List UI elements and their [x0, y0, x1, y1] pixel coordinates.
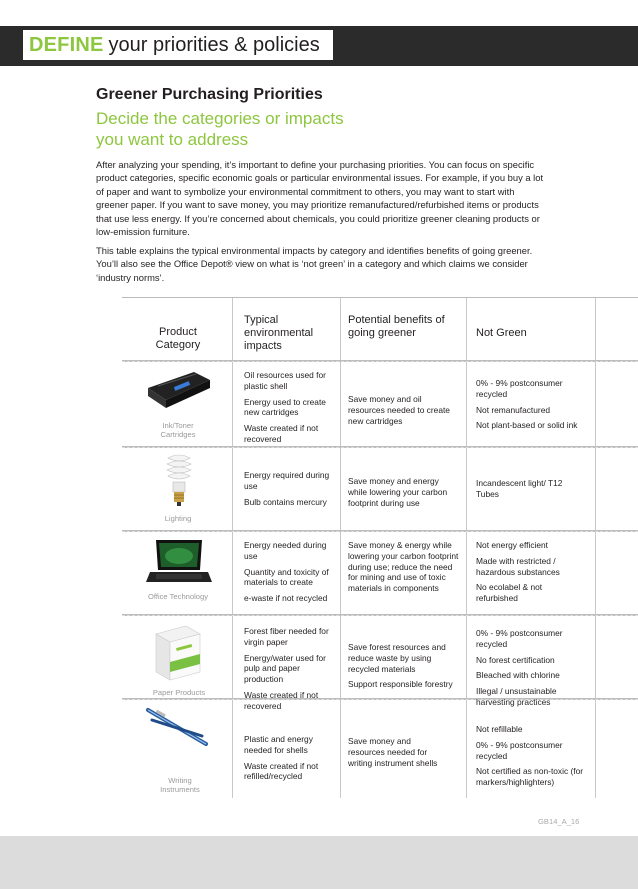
column-divider	[232, 298, 233, 798]
benefits-cell	[348, 394, 456, 431]
impact-item: Waste created if not recovered	[244, 423, 319, 444]
not-green-item: Not remanufactured	[476, 404, 551, 415]
header-not-green: Not Green	[476, 327, 527, 339]
not-green-item: 0% - 9% postconsumer recycled	[476, 739, 563, 761]
impacts-cell	[244, 540, 338, 609]
impact-item: Waste created if not refilled/recycled	[244, 760, 319, 782]
benefits-cell	[348, 736, 448, 773]
page-subheading	[96, 108, 416, 150]
row-divider	[122, 614, 638, 616]
not-green-cell	[476, 478, 566, 505]
banner-accent-word: DEFINE	[29, 33, 104, 56]
benefit-item: Support responsible forestry	[348, 679, 453, 690]
not-green-item: Not refillable	[476, 724, 523, 734]
toner-cartridge-image	[144, 366, 214, 421]
benefit-item: Save forest resources and reduce waste by using recycled materials	[348, 642, 446, 674]
impact-item: Plastic and energy needed for shells	[244, 734, 313, 755]
footer-bar	[0, 836, 638, 889]
impacts-cell	[244, 626, 338, 717]
not-green-item: Made with restricted / hazardous substances	[476, 555, 560, 577]
page-code: GB14_A_16	[538, 817, 580, 826]
subheading-line: Decide the categories or impacts	[96, 109, 344, 128]
benefits-cell	[348, 476, 460, 513]
header-typical-impacts: Typical environmental impacts	[244, 314, 314, 352]
not-green-item: Not energy efficient	[476, 540, 549, 550]
section-banner	[23, 30, 333, 60]
not-green-cell	[476, 724, 590, 793]
impact-item: Quantity and toxicity of materials to create	[244, 566, 329, 588]
not-green-item: Incandescent light/ T12 Tubes	[476, 478, 563, 499]
column-divider	[340, 298, 341, 798]
impacts-cell	[244, 470, 338, 512]
not-green-cell	[476, 628, 584, 713]
intro-paragraph: After analyzing your spending, it’s important to define your purchasing priorities. You can focus on specific product categories, specific economic goals or particular environmental issues. For example, if you buy a lot of paper and want to symbolize your environmental commitment to others, you may want to start with greener paper. If you want to save money, you may prioritize remanufactured/refurbished items or products that use less energy. If you’re concerned about chemicals, you could prioritize greener cleaning products or low-emission furniture.	[96, 159, 544, 238]
row-divider	[122, 360, 638, 362]
impact-item: Energy needed during use	[244, 540, 327, 561]
impact-item: Oil resources used for plastic shell	[244, 370, 326, 391]
page-heading: Greener Purchasing Priorities	[96, 86, 323, 103]
impacts-cell	[244, 370, 338, 450]
impact-item: Bulb contains mercury	[244, 496, 327, 507]
column-divider	[595, 298, 596, 798]
benefits-cell	[348, 642, 460, 695]
pen-image	[142, 702, 214, 757]
not-green-item: Not plant-based or solid ink	[476, 420, 578, 431]
impact-item: Energy required during use	[244, 470, 330, 491]
cfl-bulb-image	[162, 452, 196, 517]
not-green-item: 0% - 9% postconsumer recycled	[476, 628, 563, 649]
category-label: Ink/Toner Cartridges	[160, 421, 196, 439]
benefit-item: Save money and energy while lowering your carbon footprint during use	[348, 476, 448, 508]
not-green-cell	[476, 540, 584, 609]
not-green-item: No forest certification	[476, 654, 555, 665]
not-green-item: Illegal / unsustainable harvesting practices	[476, 686, 557, 707]
header-product-category: Product Category	[155, 326, 201, 351]
not-green-cell	[476, 378, 588, 436]
row-divider	[122, 530, 638, 532]
category-label: Lighting	[164, 514, 192, 523]
not-green-item: Bleached with chlorine	[476, 670, 560, 681]
impact-item: Forest fiber needed for virgin paper	[244, 626, 329, 647]
paper-ream-image	[152, 624, 204, 687]
row-divider	[122, 446, 638, 448]
impact-item: Energy used to create new cartridges	[244, 396, 326, 418]
category-label: Office Technology	[147, 592, 209, 601]
not-green-item: 0% - 9% postconsumer recycled	[476, 378, 563, 399]
column-divider	[466, 298, 467, 798]
priorities-table	[122, 297, 638, 798]
benefit-item: Save money and resources needed for writing instrument shells	[348, 736, 438, 768]
category-label: Paper Products	[152, 688, 206, 697]
not-green-item: Not certified as non-toxic (for markers/highlighters)	[476, 766, 584, 788]
benefit-item: Save money and oil resources needed to create new cartridges	[348, 394, 450, 426]
laptop-image	[146, 538, 212, 593]
impacts-cell	[244, 734, 338, 787]
subheading-line: you want to address	[96, 130, 249, 149]
table-intro-paragraph: This table explains the typical environmental impacts by category and identifies benefits of going greener. You’ll also see the Office Depot® view on what is ‘not green’ in a category and which claims we consider ‘industry norms’.	[96, 245, 533, 283]
impact-item: Energy/water used for pulp and paper production	[244, 652, 326, 685]
benefits-cell	[348, 540, 460, 599]
category-label: Writing Instruments	[160, 776, 200, 794]
impact-item: e-waste if not recycled	[244, 593, 328, 604]
banner-title: your priorities & policies	[108, 33, 320, 56]
impact-item: Waste created if not recovered	[244, 689, 319, 711]
not-green-item: No ecolabel & not refurbished	[476, 582, 543, 604]
benefit-item: Save money & energy while lowering your carbon footprint during use; reduce the need for mining and use of toxic materials in components	[348, 540, 459, 594]
header-potential-benefits: Potential benefits of going greener	[348, 314, 445, 339]
